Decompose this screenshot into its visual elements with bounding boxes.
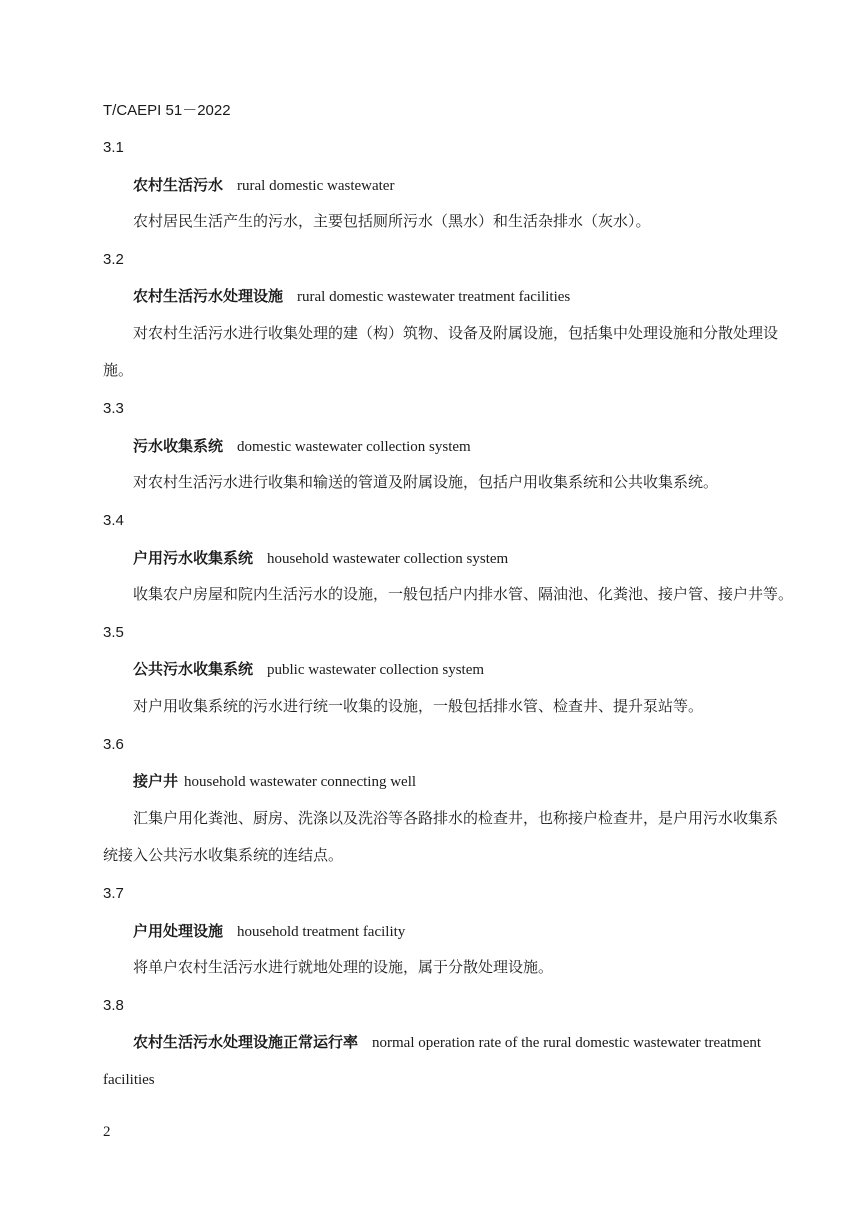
term-english: normal operation rate of the rural domestic wastewater treatment <box>372 1035 762 1052</box>
clause-number: 3.6 <box>103 736 124 754</box>
term-chinese: 公共污水收集系统 <box>133 660 254 679</box>
definition-continued: 施。 <box>103 363 134 380</box>
definition: 收集农户房屋和院内生活污水的设施，一般包括户内排水管、隔油池、化粪池、接户管、接户井等。 <box>133 586 794 603</box>
term-chinese: 农村生活污水 <box>133 175 224 194</box>
definition: 农村居民生活产生的污水，主要包括厕所污水（黑水）和生活杂排水（灰水）。 <box>133 213 651 230</box>
term-line <box>103 1024 775 1061</box>
term-english: rural domestic wastewater <box>237 177 395 194</box>
definition: 对农村生活污水进行收集处理的建（构）筑物、设备及附属设施，包括集中处理设施和分散处理设 <box>133 325 779 342</box>
definition-continued: 统接入公共污水收集系统的连结点。 <box>103 847 344 864</box>
term-chinese: 户用处理设施 <box>133 921 224 940</box>
term-chinese: 户用污水收集系统 <box>133 548 254 567</box>
term-english: public wastewater collection system <box>267 662 485 679</box>
term-line <box>103 540 775 577</box>
clause-number: 3.8 <box>103 997 124 1015</box>
clause-number: 3.2 <box>103 251 124 269</box>
term-english: household wastewater collection system <box>267 550 509 567</box>
definition: 对农村生活污水进行收集和输送的管道及附属设施，包括户用收集系统和公共收集系统。 <box>133 474 719 491</box>
page-number: 2 <box>103 1124 111 1140</box>
clause-number: 3.7 <box>103 885 124 903</box>
term-line <box>103 763 775 800</box>
term-line <box>103 167 775 204</box>
term-english-continued: facilities <box>103 1071 155 1088</box>
definition: 汇集户用化粪池、厨房、洗涤以及洗浴等各路排水的检查井，也称接户检查井，是户用污水收集系 <box>133 810 779 827</box>
term-chinese: 接户井 <box>133 772 179 791</box>
term-line <box>103 651 775 688</box>
standard-code-header: T/CAEPI 51－2022 <box>103 102 231 119</box>
term-english: household treatment facility <box>237 923 406 940</box>
term-chinese: 农村生活污水处理设施正常运行率 <box>133 1033 359 1052</box>
term-english: domestic wastewater collection system <box>237 438 471 455</box>
term-chinese: 农村生活污水处理设施 <box>133 287 284 306</box>
clause-number: 3.4 <box>103 512 124 530</box>
term-line <box>103 278 775 315</box>
definition: 对户用收集系统的污水进行统一收集的设施，一般包括排水管、检查井、提升泵站等。 <box>133 698 704 715</box>
term-line <box>103 913 775 950</box>
term-english: rural domestic wastewater treatment facilities <box>297 289 571 306</box>
term-line <box>103 428 775 465</box>
document-page <box>103 92 794 1099</box>
definition: 将单户农村生活污水进行就地处理的设施，属于分散处理设施。 <box>133 959 554 976</box>
clause-number: 3.3 <box>103 400 124 418</box>
term-chinese: 污水收集系统 <box>133 436 224 455</box>
clause-number: 3.5 <box>103 624 124 642</box>
term-english: household wastewater connecting well <box>184 774 417 791</box>
clause-number: 3.1 <box>103 139 124 157</box>
